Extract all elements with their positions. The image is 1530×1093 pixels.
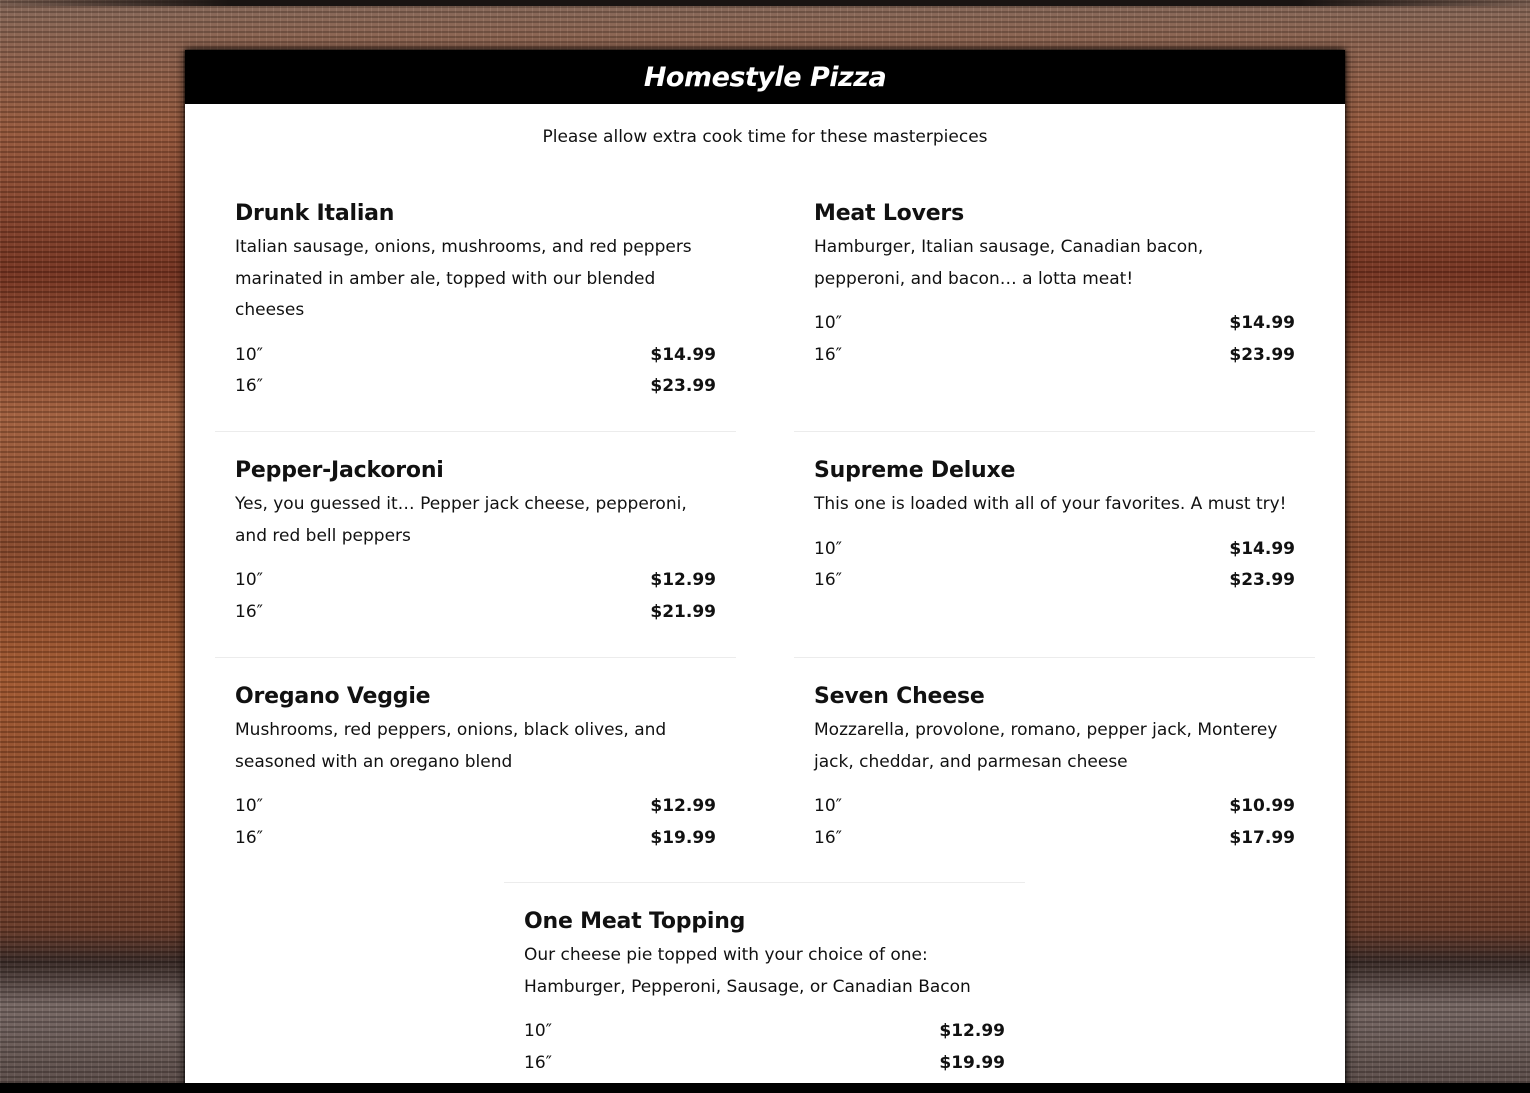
price-value: $19.99 xyxy=(939,1052,1005,1073)
item-name: One Meat Topping xyxy=(524,909,746,934)
size-label: 16″ xyxy=(814,570,842,590)
price-row xyxy=(814,340,1295,372)
size-label: 16″ xyxy=(235,827,263,848)
price-row xyxy=(814,534,1295,566)
price-list xyxy=(814,308,1295,371)
price-row xyxy=(235,565,716,597)
item-description: This one is loaded with all of your favorites. A must try! xyxy=(814,494,1287,514)
size-label: 10″ xyxy=(814,538,842,559)
menu-card xyxy=(185,50,1345,1093)
price-value: $12.99 xyxy=(939,1021,1005,1041)
price-row xyxy=(814,565,1295,597)
price-value: $23.99 xyxy=(1229,570,1295,590)
size-label: 16″ xyxy=(235,376,263,396)
item-description: Mozzarella, provolone, romano, pepper jack, Monterey jack, cheddar, and parmesan cheese xyxy=(814,720,1278,772)
menu-header xyxy=(185,50,1345,104)
price-row xyxy=(235,823,716,855)
price-value: $14.99 xyxy=(1229,313,1295,333)
item-description: Italian sausage, onions, mushrooms, and red peppers marinated in amber ale, topped with our blended cheeses xyxy=(235,237,692,320)
size-label: 16″ xyxy=(814,827,842,848)
menu-item xyxy=(814,200,1295,371)
price-value: $23.99 xyxy=(650,376,716,396)
price-row xyxy=(524,1016,1005,1048)
size-label: 10″ xyxy=(235,796,263,816)
item-divider xyxy=(504,882,1025,883)
price-list xyxy=(235,565,716,628)
price-row xyxy=(235,371,716,403)
price-row xyxy=(524,1048,1005,1080)
menu-item xyxy=(524,908,1005,1079)
menu-item xyxy=(235,457,716,628)
price-row xyxy=(814,823,1295,855)
price-list xyxy=(235,791,716,854)
item-name: Supreme Deluxe xyxy=(814,458,1016,483)
item-name: Oregano Veggie xyxy=(235,684,431,709)
menu-item xyxy=(235,683,716,854)
price-list xyxy=(814,534,1295,597)
price-row xyxy=(235,340,716,372)
item-description: Our cheese pie topped with your choice of one: Hamburger, Pepperoni, Sausage, or Canadian Bacon xyxy=(524,945,971,997)
price-value: $23.99 xyxy=(1229,344,1295,365)
item-description: Hamburger, Italian sausage, Canadian bacon, pepperoni, and bacon… a lotta meat! xyxy=(814,237,1204,289)
price-row xyxy=(235,791,716,823)
item-description: Yes, you guessed it… Pepper jack cheese, pepperoni, and red bell peppers xyxy=(235,494,687,546)
item-name: Drunk Italian xyxy=(235,201,395,226)
price-row xyxy=(235,597,716,629)
size-label: 16″ xyxy=(235,601,263,622)
item-divider xyxy=(794,431,1315,432)
price-row xyxy=(814,791,1295,823)
size-label: 10″ xyxy=(235,344,263,365)
menu-item xyxy=(235,200,716,403)
size-label: 10″ xyxy=(235,570,263,590)
price-value: $21.99 xyxy=(650,601,716,622)
menu-subtitle: Please allow extra cook time for these masterpieces xyxy=(542,127,988,147)
price-value: $12.99 xyxy=(650,570,716,590)
bottom-edge-bar xyxy=(0,1083,1530,1093)
price-value: $19.99 xyxy=(650,827,716,848)
menu-item xyxy=(814,457,1295,597)
size-label: 16″ xyxy=(524,1052,552,1073)
item-divider xyxy=(215,431,736,432)
size-label: 10″ xyxy=(814,796,842,816)
price-value: $17.99 xyxy=(1229,827,1295,848)
price-value: $14.99 xyxy=(650,344,716,365)
item-description: Mushrooms, red peppers, onions, black olives, and seasoned with an oregano blend xyxy=(235,720,667,772)
price-row xyxy=(814,308,1295,340)
top-edge-bar xyxy=(0,0,1530,6)
price-value: $10.99 xyxy=(1229,796,1295,816)
menu-title: Homestyle Pizza xyxy=(643,61,887,93)
item-name: Meat Lovers xyxy=(814,201,964,226)
item-name: Pepper-Jackoroni xyxy=(235,458,444,483)
item-name: Seven Cheese xyxy=(814,684,985,709)
price-list xyxy=(814,791,1295,854)
size-label: 10″ xyxy=(524,1021,552,1041)
price-value: $14.99 xyxy=(1229,538,1295,559)
item-divider xyxy=(794,657,1315,658)
size-label: 16″ xyxy=(814,344,842,365)
item-divider xyxy=(215,657,736,658)
size-label: 10″ xyxy=(814,313,842,333)
price-list xyxy=(235,340,716,403)
price-value: $12.99 xyxy=(650,796,716,816)
price-list xyxy=(524,1016,1005,1079)
menu-item xyxy=(814,683,1295,854)
